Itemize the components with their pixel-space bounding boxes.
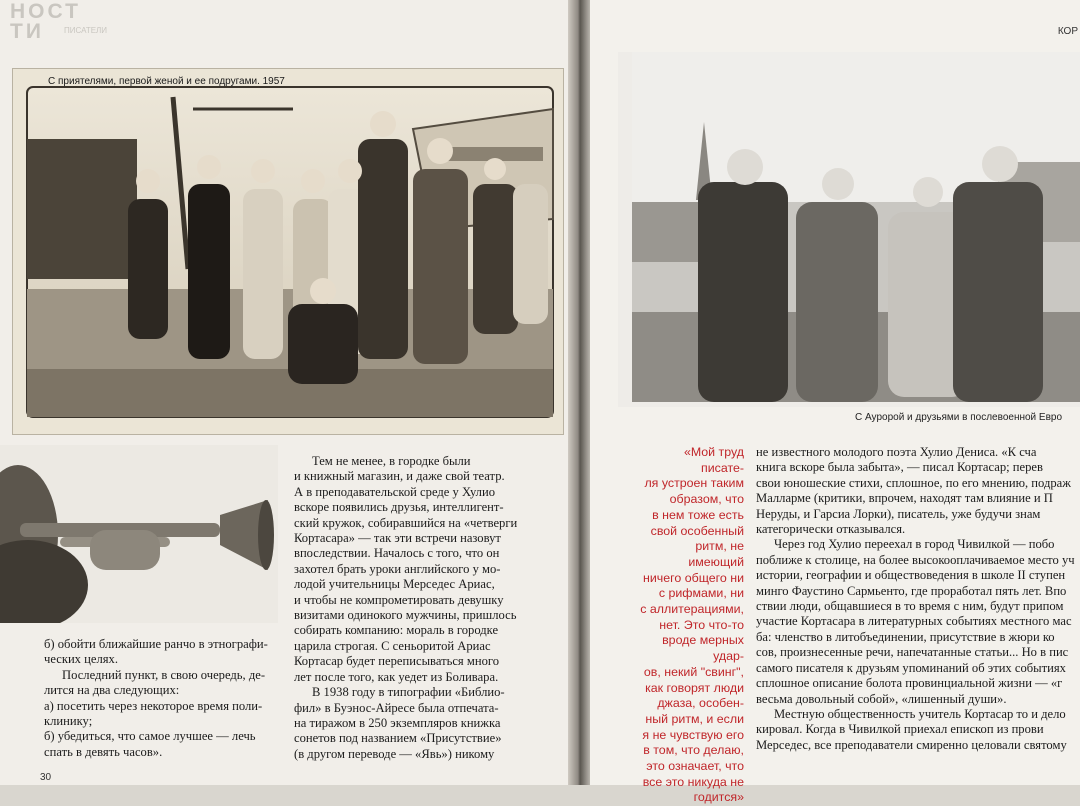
photo-aurora-image: [618, 52, 1080, 407]
magazine-brand: [10, 0, 108, 43]
quote-line: как говорят люди: [645, 680, 744, 695]
quote-line: с рифмами, ни: [658, 586, 744, 601]
middle-column: [294, 454, 524, 762]
quote-line: я не чувствую его: [642, 727, 744, 742]
photo-trumpet: [0, 445, 278, 623]
text-line: лится на два следующих:: [44, 683, 180, 698]
photo-trumpet-image: [0, 445, 278, 623]
text-line: сов, произнесенные речи, напечатанные статьи... Но в пис: [756, 645, 1069, 660]
left-column: [44, 637, 280, 760]
brand-sub: ПИСАТЕЛИ: [64, 26, 108, 35]
text-line: клинику;: [44, 714, 93, 729]
text-line: на тиражом в 250 экземпляров книжка: [294, 715, 501, 730]
text-line: и чтобы не компрометировать девушку: [294, 592, 504, 607]
text-line: ский кружок, собиравшийся на «четверги: [294, 515, 518, 530]
text-line: истории, географии и обществоведения в школе II ступен: [756, 568, 1066, 583]
text-line: а) посетить через некоторое время поли-: [44, 698, 263, 713]
text-line: собирать компанию: мораль в городке: [294, 623, 499, 638]
quote-line: образом, что: [669, 492, 744, 507]
text-line: б) убедиться, что самое лучшее — лечь: [44, 729, 256, 744]
text-line: лодой учительницы Мерседес Ариас,: [294, 577, 495, 592]
photo-caption-left: С приятелями, первой женой и ее подругами. 1957: [48, 76, 285, 87]
text-line: поближе к столице, на более высокооплачиваемое место уч: [756, 552, 1075, 567]
text-line: Тем не менее, в городке были: [312, 454, 471, 468]
running-head: КОР: [1057, 26, 1078, 37]
text-line: Кортасара» — так эти встречи назовут: [294, 531, 501, 546]
text-line: Малларме (критики, впрочем, находят там влияние и П: [756, 491, 1053, 506]
text-line: книга вскоре была забыта», — писал Кортасар; перев: [756, 460, 1043, 475]
text-line: самого писателя к друзьям упоминаний об этих событиях: [756, 660, 1066, 675]
text-line: Через год Хулио переехал в город Чивилкой — побо: [774, 537, 1055, 552]
text-line: Последний пункт, в свою очередь, де-: [62, 667, 266, 682]
quote-line: в том, что делаю,: [643, 743, 744, 758]
text-line: не известного молодого поэта Хулио Дениса. «К сча: [756, 445, 1037, 459]
page-number: 30: [40, 772, 52, 783]
quote-line: в нем тоже есть: [652, 507, 744, 522]
brand-top: НОСТ: [10, 0, 81, 23]
right-column: [756, 445, 1080, 753]
text-line: Неруды, и Гарсиа Лорки), писатель, уже будучи знам: [756, 506, 1041, 521]
text-line: лет после того, как уедет из Боливара.: [294, 669, 499, 684]
text-line: фил» в Буэнос-Айресе была отпечата-: [294, 700, 499, 715]
brand-bottom: ТИ: [10, 20, 44, 43]
quote-line: годится»: [693, 790, 744, 805]
quote-line: это означает, что: [646, 759, 744, 774]
text-line: В 1938 году в типографии «Библио-: [312, 685, 505, 700]
text-line: Местную общественность учитель Кортасар то и дело: [774, 706, 1066, 721]
quote-line: ный ритм, и если: [645, 711, 744, 726]
text-line: минго Фаустино Сармьенто, где проработал пять лет. Впо: [756, 583, 1067, 598]
text-line: ствии люди, общавшиеся в то время с ним, будут припом: [756, 599, 1064, 614]
quote-line: с аллитерациями,: [640, 602, 744, 617]
text-line: вскоре появились друзья, интеллигент-: [294, 500, 504, 515]
text-line: б) обойти ближайшие ранчо в этнографи-: [44, 637, 268, 651]
quote-line: ничего общего ни: [643, 570, 744, 585]
text-line: сонетов под названием «Присутствие»: [294, 731, 502, 746]
text-line: ба: членство в литобъединении, присутствие в жюри ко: [756, 629, 1055, 644]
text-line: визитами одинокого мужчины, пришлось: [294, 608, 517, 623]
quote-line: «Мой труд писате-: [683, 445, 744, 475]
photo-aurora-friends: [618, 52, 1080, 407]
text-line: захотел брать уроки английского у мо-: [294, 561, 501, 576]
text-line: Кортасар будет переписываться много: [294, 654, 500, 669]
text-line: и книжный магазин, и даже свой театр.: [294, 469, 505, 484]
quote-line: все это никуда не: [642, 774, 744, 789]
quote-line: ов, некий "свинг",: [643, 664, 744, 679]
book-gutter: [568, 0, 590, 785]
quote-line: ля устроен таким: [644, 476, 744, 491]
photo-friends-1957: [12, 68, 564, 435]
text-line: Мерседес, все преподаватели смиренно целовали святому: [756, 737, 1067, 752]
text-line: участие Кортасара в литературных событиях местного мас: [756, 614, 1072, 629]
text-line: ческих целях.: [44, 652, 118, 667]
quote-line: ритм, не имеющий: [688, 539, 744, 569]
pull-quote: [640, 445, 744, 806]
quote-line: джаза, особен-: [657, 696, 744, 711]
text-line: весьма довольный собой», «лишенный души».: [756, 691, 1007, 706]
text-line: (в другом переводе — «Явь») никому: [294, 746, 495, 761]
text-line: кировал. Когда в Чивилкой приехал епископ из прови: [756, 722, 1044, 737]
text-line: свои юношеские стихи, сплошное, по его мнению, подраж: [756, 475, 1071, 490]
text-line: категорически отказывался.: [756, 522, 906, 537]
text-line: впоследствии. Началось с того, что он: [294, 546, 500, 561]
text-line: царила строгая. С сеньоритой Ариас: [294, 638, 491, 653]
quote-line: свой особенный: [650, 523, 744, 538]
text-line: А в преподавательской среде у Хулио: [294, 484, 496, 499]
text-line: спать в девять часов».: [44, 744, 163, 759]
text-line: сплошное описание болота провинциальной жизни — «г: [756, 676, 1063, 691]
photo-caption-right: С Ауророй и друзьями в послевоенной Евро: [855, 412, 1063, 423]
quote-line: вроде мерных удар-: [662, 633, 744, 664]
quote-line: нет. Это что-то: [659, 617, 744, 632]
photo-friends-image: [13, 69, 563, 434]
